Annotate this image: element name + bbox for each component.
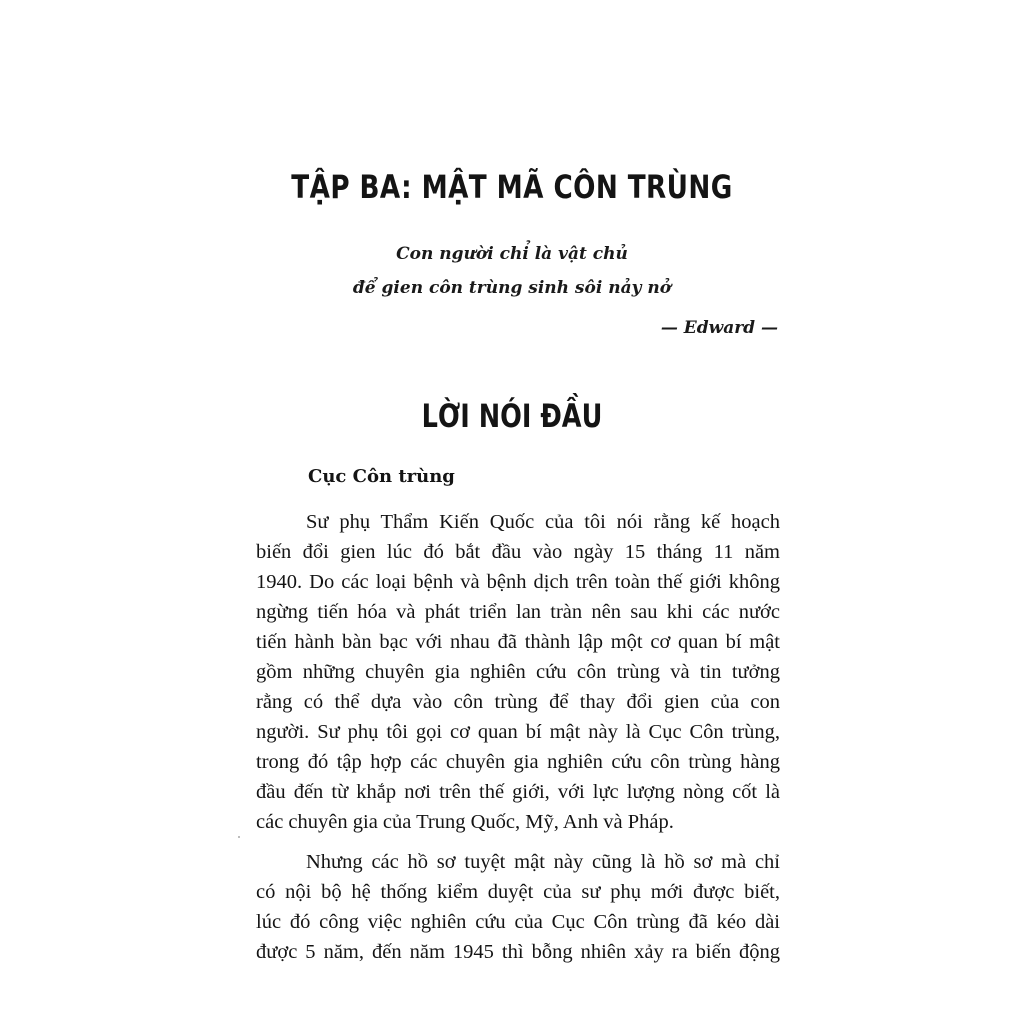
section-heading: Cục Côn trùng: [308, 466, 455, 487]
margin-speck: [238, 836, 240, 838]
paragraph-1-line: tiến hành bàn bạc với nhau đã thành lập một cơ quan bí mật: [256, 631, 780, 653]
epigraph-line-2: để gien côn trùng sinh sôi nảy nở: [352, 278, 672, 298]
epigraph-line-1: Con người chỉ là vật chủ: [396, 244, 628, 264]
paragraph-1-line: người. Sư phụ tôi gọi cơ quan bí mật này là Cục Côn trùng,: [256, 721, 780, 743]
paragraph-2-line: Nhưng các hồ sơ tuyệt mật này cũng là hồ sơ mà chỉ: [306, 851, 780, 873]
preface-title: LỜI NÓI ĐẦU: [421, 397, 603, 435]
part-title: TẬP BA: MẬT MÃ CÔN TRÙNG: [291, 168, 733, 206]
paragraph-2-line: có nội bộ hệ thống kiểm duyệt của sư phụ mới được biết,: [256, 881, 780, 903]
paragraph-1-line: 1940. Do các loại bệnh và bệnh dịch trên toàn thế giới không: [256, 571, 780, 593]
paragraph-2-line: lúc đó công việc nghiên cứu của Cục Côn trùng đã kéo dài: [256, 911, 780, 933]
paragraph-1-line: gồm những chuyên gia nghiên cứu côn trùng và tin tưởng: [256, 661, 780, 683]
epigraph-attribution: — Edward —: [660, 318, 778, 338]
paragraph-1-line: đầu đến từ khắp nơi trên thế giới, với lực lượng nòng cốt là: [256, 781, 780, 803]
paragraph-1-line: biến đổi gien lúc đó bắt đầu vào ngày 15 tháng 11 năm: [256, 541, 780, 563]
paragraph-1-line: ngừng tiến hóa và phát triển lan tràn nên sau khi các nước: [256, 601, 780, 623]
paragraph-1-line: Sư phụ Thẩm Kiến Quốc của tôi nói rằng kế hoạch: [306, 511, 780, 533]
paragraph-1-line: trong đó tập hợp các chuyên gia nghiên cứu côn trùng hàng: [256, 751, 780, 773]
paragraph-1-line: rằng có thể dựa vào côn trùng để thay đổi gien của con: [256, 691, 780, 713]
paragraph-1-line: các chuyên gia của Trung Quốc, Mỹ, Anh và Pháp.: [256, 811, 674, 833]
paragraph-2-line: được 5 năm, đến năm 1945 thì bỗng nhiên xảy ra biến động: [256, 941, 780, 963]
